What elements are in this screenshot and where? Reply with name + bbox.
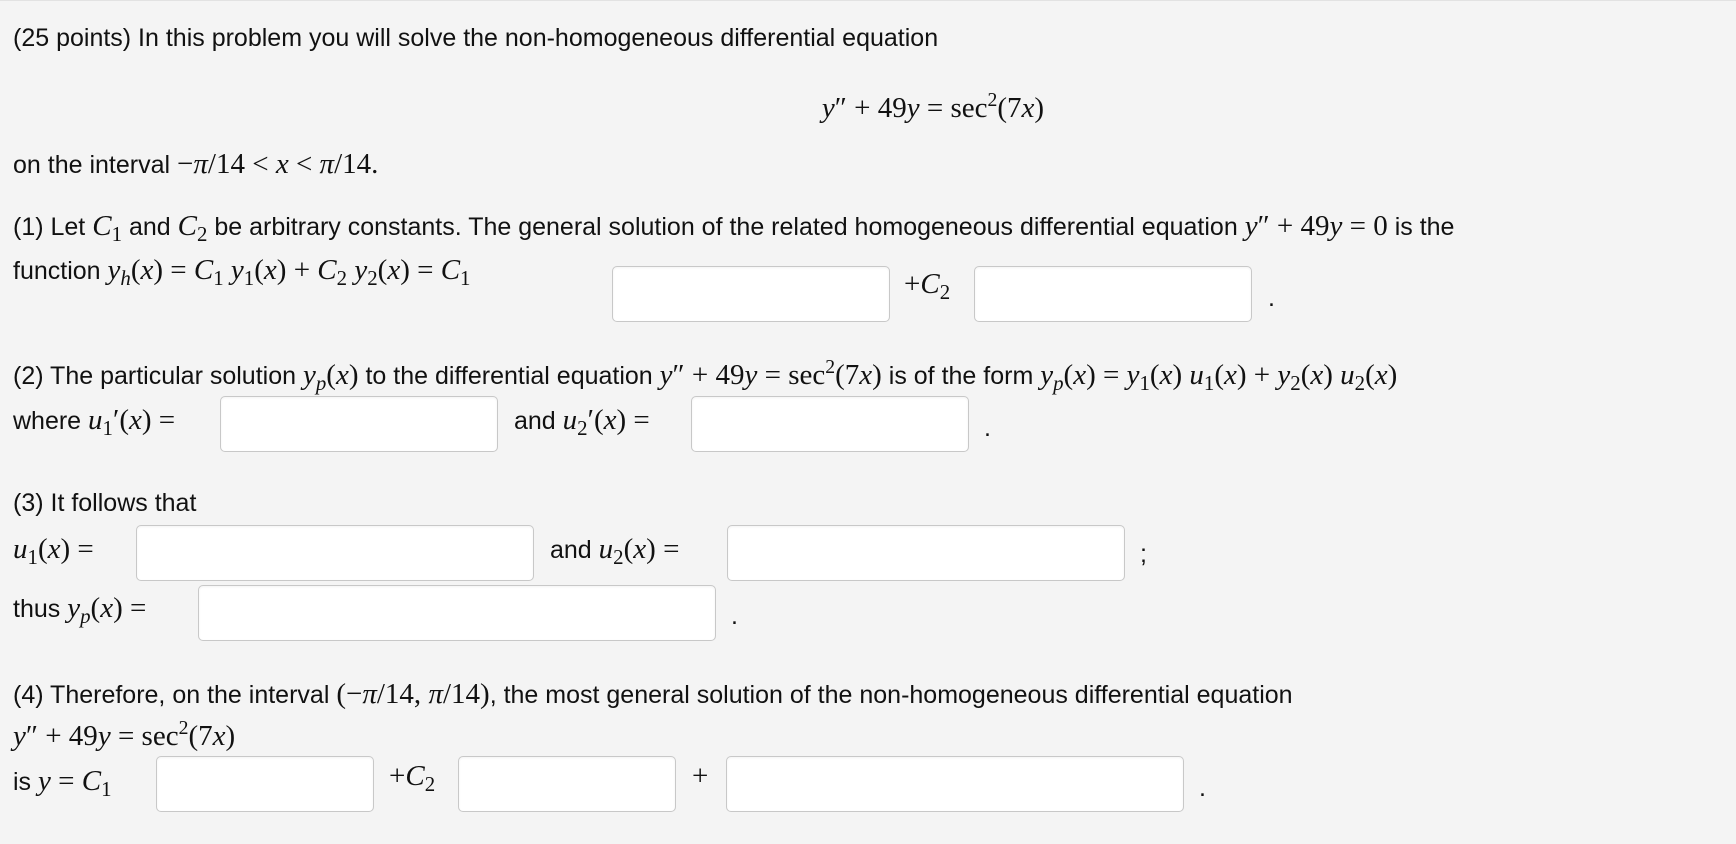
part2-form-label: is of the form: [888, 361, 1034, 390]
part4-line1: [13, 677, 1293, 712]
part2-end: .: [984, 414, 991, 442]
part3-and: and: [550, 536, 592, 564]
plus-c2-label: $+C_2$: [904, 268, 951, 304]
u2-input[interactable]: [727, 525, 1125, 581]
part2-and: and: [514, 407, 556, 435]
u1-input[interactable]: [136, 525, 534, 581]
part2-line1: [13, 356, 1397, 396]
u2-prime-input[interactable]: [691, 396, 969, 452]
part3-end: .: [731, 602, 738, 630]
part2-where: where: [13, 407, 82, 435]
y2-input[interactable]: [974, 266, 1252, 322]
part2-and-group: [514, 403, 650, 441]
part4-suffix: , the most general solution of the non-homogeneous differential equation: [489, 681, 1293, 709]
yp-eq-symbol: $y_p(x)$ =: [67, 592, 147, 628]
part3-and-group: [550, 532, 679, 570]
part2-line2: [13, 403, 175, 441]
part1-suffix: is the: [1394, 213, 1455, 241]
interval-prefix: on the interval: [13, 151, 171, 179]
u1-label: [13, 532, 94, 570]
part4-is: is: [13, 768, 32, 796]
thus-label: thus: [13, 595, 61, 623]
part1-line2: [13, 253, 470, 291]
u1-prime-symbol: $u_1'(x)$ =: [88, 404, 176, 440]
general-plus: +: [692, 760, 709, 792]
part4-interval: (−π/14, π/14): [336, 678, 490, 710]
general-c2-input[interactable]: [458, 756, 676, 812]
general-particular-input[interactable]: [726, 756, 1184, 812]
interval-line: [13, 147, 378, 182]
vop-form: $y_p(x) = y_1(x) u_1(x) + y_2(x)$ $u_2(x)$: [1040, 358, 1398, 395]
y1-input[interactable]: [612, 266, 890, 322]
problem-intro: [13, 23, 938, 53]
nonhomog-eq-inline: $y'' + 49y = \sec^2(7x)$: [659, 356, 882, 391]
c1-symbol: $C_1$: [92, 210, 122, 246]
yp-symbol: $y_p(x)$: [302, 358, 359, 395]
yp-input[interactable]: [198, 585, 716, 641]
u1-symbol: $u_1(x)$ =: [13, 533, 94, 569]
yh-expression: $y_h(x) = C_1$ $y_1(x) + C_2$ $y_2(x) = C_1$: [107, 254, 471, 290]
interval-math: −π/14 < x < π/14.: [177, 148, 379, 180]
general-c1: $y = C_1$: [38, 765, 112, 801]
part2-prefix: (2) The particular solution: [13, 361, 297, 390]
intro-text: (25 points) In this problem you will solve the non-homogeneous differential equation: [13, 24, 939, 52]
u2-prime-symbol: $u_2'(x)$ =: [562, 404, 650, 440]
u2-symbol: $u_2(x)$ =: [598, 533, 680, 569]
part2-mid: to the differential equation: [365, 361, 653, 390]
part1-function-label: function: [13, 257, 101, 285]
c2-symbol: $C_2$: [177, 210, 208, 246]
general-c1-input[interactable]: [156, 756, 374, 812]
thus-line: [13, 591, 146, 629]
part4-end: .: [1199, 774, 1206, 802]
main-equation: $y'' + 49y = \sec^2(7x)$: [821, 89, 1045, 124]
general-plus-c2: $+C_2$: [389, 760, 436, 796]
part3-heading-text: (3) It follows that: [13, 489, 197, 517]
part4-prefix: (4) Therefore, on the interval: [13, 681, 330, 709]
homog-eq: y″ + 49y = 0: [1244, 210, 1388, 242]
part3-semicolon: ;: [1140, 540, 1147, 568]
part1-line1: [13, 209, 1454, 247]
part3-heading: [13, 488, 196, 518]
part4-equation: $y'' + 49y = \sec^2(7x)$: [13, 717, 236, 752]
part4-line3: [13, 764, 112, 802]
part1-and: and: [128, 213, 171, 241]
part1-prefix: (1) Let: [13, 213, 86, 241]
u1-prime-input[interactable]: [220, 396, 498, 452]
part1-end: .: [1268, 284, 1275, 312]
part1-mid: be arbitrary constants. The general solution of the related homogeneous differential equation: [214, 213, 1238, 241]
